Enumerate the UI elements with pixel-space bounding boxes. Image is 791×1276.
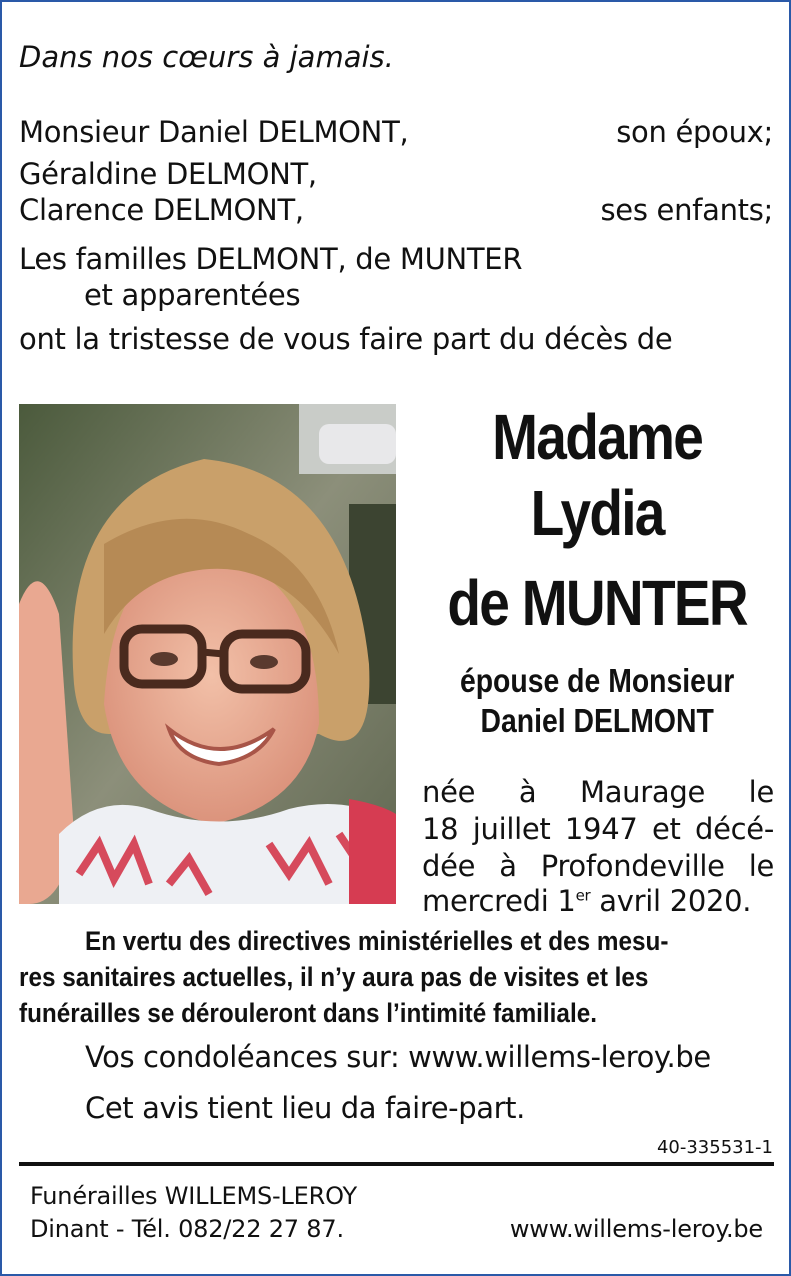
announcement-line: ont la tristesse de vous faire part du décès de (19, 322, 673, 356)
deceased-last-name: de MUNTER (447, 567, 747, 639)
death-date-prefix: mercredi 1 (422, 884, 576, 918)
death-date-suffix: avril 2020. (590, 884, 752, 918)
condolences-line: Vos condoléances sur: www.willems-leroy.be (85, 1040, 711, 1074)
husband-name: Monsieur Daniel DELMONT, (19, 115, 409, 149)
death-date-line (422, 884, 774, 918)
motto: Dans nos cœurs à jamais. (19, 40, 394, 74)
portrait-photo (19, 404, 396, 904)
families-line: Les familles DELMONT, de MUNTER (19, 242, 523, 276)
funeral-company: Funérailles WILLEMS-LEROY (30, 1182, 357, 1210)
divider (19, 1162, 774, 1166)
spouse-name: Daniel DELMONT (480, 702, 714, 739)
child-name: Géraldine DELMONT, (19, 157, 317, 191)
deceased-first-name: Lydia (530, 477, 664, 549)
birth-place-line: née à Maurage le (422, 775, 774, 809)
relatives-line: et apparentées (84, 278, 301, 312)
company-website: www.willems-leroy.be (509, 1215, 763, 1243)
company-contact: Dinant - Tél. 082/22 27 87. (30, 1215, 344, 1243)
reference-number: 40-335531-1 (656, 1137, 773, 1158)
sanitary-notice-line: En vertu des directives ministérielles et des mesu- (85, 926, 669, 956)
sanitary-notice-line: res sanitaires actuelles, il n’y aura pas de visites et les (19, 962, 649, 992)
deceased-title: Madame (492, 401, 703, 473)
sanitary-notice-line: funérailles se dérouleront dans l’intimité familiale. (19, 998, 597, 1028)
portrait-illustration (19, 404, 396, 904)
birth-date-line: 18 juillet 1947 et décé- (422, 812, 774, 846)
ordinal-suffix: er (575, 886, 591, 905)
spouse-line: épouse de Monsieur (459, 662, 735, 699)
husband-relation: son époux; (616, 115, 773, 149)
death-place-line: dée à Profondeville le (422, 849, 774, 883)
child-name: Clarence DELMONT, (19, 193, 304, 227)
children-relation: ses enfants; (600, 193, 773, 227)
faire-part-note: Cet avis tient lieu da faire-part. (85, 1091, 525, 1125)
